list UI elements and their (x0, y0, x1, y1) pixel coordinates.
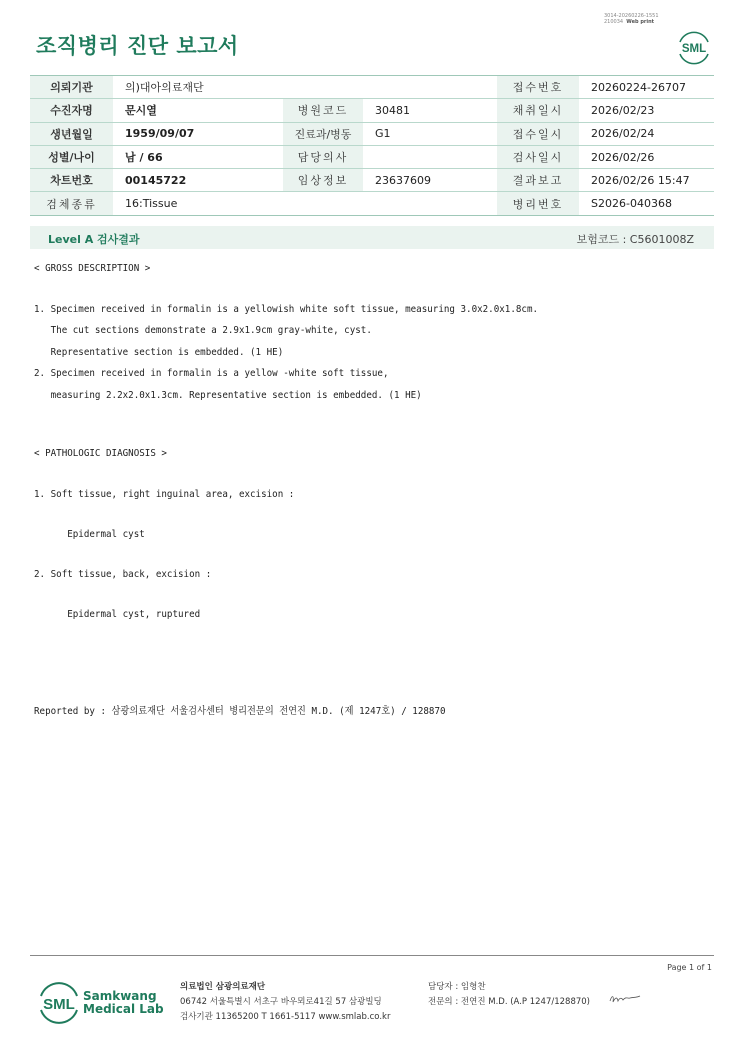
gross-line: Representative section is embedded. (1 HE) (34, 347, 284, 358)
collection-date-label: 채취일시 (497, 99, 579, 122)
footer-address-block (180, 980, 390, 1025)
hospital-code-value: 30481 (363, 99, 497, 122)
birth-date-label: 생년월일 (30, 122, 113, 145)
sml-logo-text: SML (681, 43, 707, 55)
gross-line: measuring 2.2x2.0x1.3cm. Representative section is embedded. (1 HE) (34, 390, 422, 401)
footer-contact: 검사기관 11365200 T 1661-5117 www.smlab.co.kr (180, 1012, 391, 1022)
result-level-bar (30, 226, 714, 249)
footer-brand-line1: Samkwang (83, 989, 157, 1003)
footer-brand-line2: Medical Lab (83, 1002, 164, 1016)
specimen-type-label: 검체종류 (30, 192, 113, 215)
receipt-date-value: 2026/02/24 (579, 122, 714, 145)
receipt-date-label: 접수일시 (497, 122, 579, 145)
sex-age-value: 남 / 66 (113, 145, 283, 168)
page-number: Page 1 of 1 (667, 963, 712, 972)
doctor-value (363, 145, 497, 168)
page-title: 조직병리 진단 보고서 (36, 34, 239, 58)
insurance-code: 보험코드 : C5601008Z (576, 233, 694, 246)
diagnosis-result: Epidermal cyst, ruptured (34, 609, 201, 620)
signature-icon (608, 992, 642, 1006)
test-date-label: 검사일시 (497, 145, 579, 168)
receipt-no-value: 20260224-26707 (579, 76, 714, 99)
diagnosis-result: Epidermal cyst (34, 529, 145, 540)
patient-info-table (30, 75, 714, 216)
clinical-info-value: 23637609 (363, 169, 497, 192)
result-report-value: 2026/02/26 15:47 (579, 169, 714, 192)
clinical-info-label: 임상정보 (283, 169, 363, 192)
footer-specialist: 전문의 : 전연진 M.D. (A.P 1247/128870) (428, 997, 590, 1007)
test-date-value: 2026/02/26 (579, 145, 714, 168)
print-id-line1: 3014-20260226-1551 (604, 13, 659, 19)
gross-line: The cut sections demonstrate a 2.9x1.9cm gray-white, cyst. (34, 325, 372, 336)
specimen-type-value: 16:Tissue (113, 192, 497, 215)
hospital-code-label: 병원코드 (283, 99, 363, 122)
reported-by: Reported by : 삼광의료재단 서울검사센터 병리전문의 전연진 M.D. (제 1247호) / 128870 (34, 706, 446, 717)
footer-logo (36, 979, 166, 1027)
pathology-no-value: S2026-040368 (579, 192, 714, 215)
diagnosis-item: 2. Soft tissue, back, excision : (34, 569, 212, 580)
sml-logo (675, 27, 713, 65)
gross-line: 1. Specimen received in formalin is a yellowish white soft tissue, measuring 3.0x2.0x1.8cm. (34, 304, 539, 315)
pathology-no-label: 병리번호 (497, 192, 579, 215)
footer-brand (83, 990, 164, 1016)
sml-footer-logo-icon (36, 979, 82, 1027)
sex-age-label: 성별/나이 (30, 145, 113, 168)
footer-divider (30, 955, 714, 956)
requesting-org-value: 의)대아의료재단 (113, 76, 497, 99)
print-id (604, 13, 659, 25)
footer-address: 06742 서울특별시 서초구 바우뫼로41길 57 삼광빌딩 (180, 997, 382, 1007)
chart-no-label: 차트번호 (30, 169, 113, 192)
diagnosis-header: < PATHOLOGIC DIAGNOSIS > (34, 448, 167, 459)
sml-footer-logo-text: SML (43, 996, 75, 1013)
footer-org: 의료법인 삼광의료재단 (180, 982, 266, 992)
gross-line: 2. Specimen received in formalin is a yellow -white soft tissue, (34, 368, 389, 379)
info-row (30, 99, 714, 122)
info-row (30, 76, 714, 99)
chart-no-value: 00145722 (113, 169, 283, 192)
collection-date-value: 2026/02/23 (579, 99, 714, 122)
patient-name-value: 문시열 (113, 99, 283, 122)
info-row (30, 145, 714, 168)
footer-manager: 담당자 : 임형찬 (428, 982, 486, 992)
info-row (30, 122, 714, 145)
birth-date-value: 1959/09/07 (113, 122, 283, 145)
print-id-code: 210034 (604, 19, 624, 25)
dept-ward-value: G1 (363, 122, 497, 145)
requesting-org-label: 의뢰기관 (30, 76, 113, 99)
gross-header: < GROSS DESCRIPTION > (34, 263, 151, 274)
result-report-label: 결과보고 (497, 169, 579, 192)
result-level-label: Level A 검사결과 (48, 233, 140, 246)
print-id-line2 (604, 19, 659, 25)
footer-staff-block (428, 980, 590, 1010)
diagnosis-item: 1. Soft tissue, right inguinal area, excision : (34, 489, 295, 500)
receipt-no-label: 접수번호 (497, 76, 579, 99)
info-row (30, 192, 714, 215)
dept-ward-label: 진료과/병동 (283, 122, 363, 145)
info-row (30, 169, 714, 192)
patient-name-label: 수진자명 (30, 99, 113, 122)
print-id-label: Web print (626, 19, 655, 25)
doctor-label: 담당의사 (283, 145, 363, 168)
